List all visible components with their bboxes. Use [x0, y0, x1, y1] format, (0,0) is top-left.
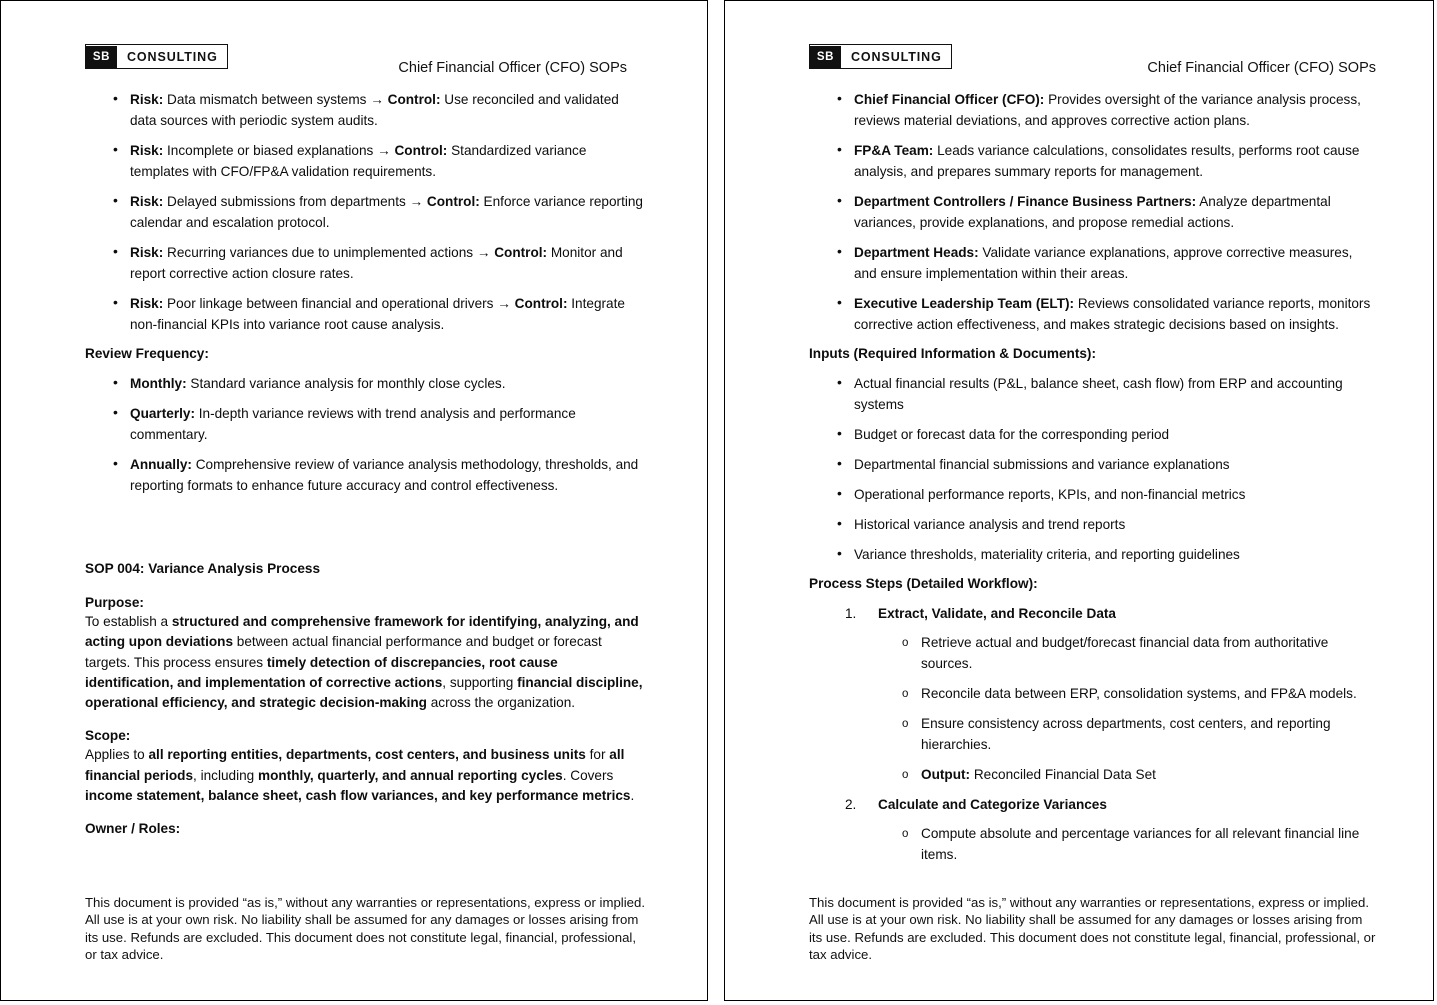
list-item: • Departmental financial submissions and variance explanations [809, 454, 1376, 475]
risk-text: Recurring variances due to unimplemented actions → [163, 245, 495, 260]
risk-label: Risk: [130, 143, 164, 158]
risk-label: Risk: [130, 92, 164, 107]
control-label: Control: [394, 143, 448, 158]
review-frequency-list [85, 373, 647, 496]
control-text: Monitor and report corrective action closure rates. [130, 245, 623, 281]
control-label: Control: [387, 92, 441, 107]
page-1 [0, 0, 708, 1001]
purpose-part: structured and comprehensive framework for identifying, analyzing, and acting upon deviations [85, 614, 639, 650]
role-text: Leads variance calculations, consolidates results, performs root cause analysis, and prepares summary reports for management. [854, 143, 1360, 179]
list-item [85, 89, 647, 131]
scope-part: income statement, balance sheet, cash flow variances, and key performance metrics [85, 788, 631, 804]
list-item [85, 140, 647, 182]
page-2-body [809, 89, 1376, 874]
inputs-list [809, 373, 1376, 565]
logo-wordmark: CONSULTING [127, 49, 218, 64]
scope-paragraph [85, 745, 647, 806]
risk-text: Delayed submissions from departments → [163, 194, 427, 209]
substep-text: Reconcile data between ERP, consolidation systems, and FP&A models. [921, 686, 1357, 701]
scope-part: . Covers [562, 767, 614, 783]
purpose-paragraph [85, 612, 647, 713]
frequency-label: Annually: [130, 457, 192, 472]
purpose-part: financial discipline, operational efficiency, and strategic decision-making [85, 674, 643, 711]
step-title: Extract, Validate, and Reconcile Data [878, 606, 1116, 621]
review-frequency-heading: Review Frequency: [85, 346, 209, 361]
role-label: Executive Leadership Team (ELT): [854, 296, 1075, 311]
substep-output [809, 764, 1376, 785]
role-text: Provides oversight of the variance analysis process, reviews material deviations, and approves corrective action plans. [854, 92, 1361, 128]
list-item: • Operational performance reports, KPIs, and non-financial metrics [809, 484, 1376, 505]
list-item [809, 293, 1376, 335]
control-text: Standardized variance templates with CFO/FP&A validation requirements. [130, 143, 587, 179]
role-label: Chief Financial Officer (CFO): [854, 92, 1045, 107]
role-label: Department Heads: [854, 245, 979, 260]
page-title: Chief Financial Officer (CFO) SOPs [1147, 60, 1376, 76]
risk-text: Data mismatch between systems → [163, 92, 388, 107]
scope-part: all financial periods [85, 747, 625, 783]
role-text: Validate variance explanations, approve corrective measures, and ensure implementation within their areas. [854, 245, 1353, 281]
frequency-label: Monthly: [130, 376, 187, 391]
disclaimer-text: This document is provided “as is,” without any warranties or representations, express or implied. All use is at your own risk. No liability shall be assumed for any damages or losses arising from its use. Refunds are excluded. This document does not constitute legal, financial, professional, or tax advice. [809, 894, 1376, 963]
substep-text: Retrieve actual and budget/forecast financial data from authoritative sources. [921, 635, 1329, 671]
substep [809, 683, 1376, 704]
process-steps-list [809, 603, 1376, 865]
substep [809, 823, 1376, 865]
risk-label: Risk: [130, 296, 164, 311]
sb-consulting-logo [809, 44, 952, 69]
output-label: Output: [921, 767, 971, 782]
list-item: • Budget or forecast data for the corresponding period [809, 424, 1376, 445]
purpose-part: , supporting [442, 674, 518, 690]
list-item [85, 293, 647, 335]
substep-list [809, 823, 1376, 865]
frequency-text: Standard variance analysis for monthly close cycles. [186, 376, 506, 391]
sb-consulting-logo [85, 44, 228, 69]
list-item [809, 242, 1376, 284]
role-text: Analyze departmental variances, provide explanations, and propose remedial actions. [854, 194, 1331, 230]
role-label: FP&A Team: [854, 143, 934, 158]
logo-wordmark: CONSULTING [851, 49, 942, 64]
list-item [809, 89, 1376, 131]
step-number: 1. [845, 606, 857, 621]
substep [809, 632, 1376, 674]
frequency-text: Comprehensive review of variance analysis methodology, thresholds, and reporting formats to enhance future accuracy and control effectiveness. [130, 457, 639, 493]
scope-part: , including [193, 767, 259, 783]
scope-part: . [630, 788, 635, 804]
risk-label: Risk: [130, 194, 164, 209]
scope-part: for [585, 747, 610, 763]
substep-list [809, 632, 1376, 785]
purpose-part: between actual financial performance and budget or forecast targets. This process ensures [85, 634, 602, 670]
risk-text: Incomplete or biased explanations → [163, 143, 395, 158]
control-label: Control: [494, 245, 548, 260]
scope-heading: Scope: [85, 728, 131, 744]
control-label: Control: [426, 194, 480, 209]
role-text: Reviews consolidated variance reports, monitors corrective action effectiveness, and makes strategic decisions based on insights. [854, 296, 1371, 332]
substep-text: Compute absolute and percentage variances for all relevant financial line items. [921, 826, 1360, 862]
page-title: Chief Financial Officer (CFO) SOPs [398, 60, 627, 76]
disclaimer-text: This document is provided “as is,” without any warranties or representations, express or implied. All use is at your own risk. No liability shall be assumed for any damages or losses arising from its use. Refunds are excluded. This document does not constitute legal, financial, professional, or tax advice. [85, 894, 645, 963]
process-step [809, 794, 1376, 815]
control-label: Control: [514, 296, 568, 311]
scope-part: monthly, quarterly, and annual reporting cycles [258, 767, 563, 783]
role-label: Department Controllers / Finance Business Partners: [854, 194, 1197, 209]
page-header [1, 1, 707, 76]
control-text: Integrate non-financial KPIs into variance root cause analysis. [130, 296, 625, 332]
scope-part: Applies to [85, 747, 149, 763]
substep-text: Ensure consistency across departments, cost centers, and reporting hierarchies. [921, 716, 1331, 752]
frequency-label: Quarterly: [130, 406, 195, 421]
purpose-part: across the organization. [426, 695, 576, 711]
list-item [85, 191, 647, 233]
sop-title: SOP 004: Variance Analysis Process [85, 561, 321, 576]
list-item [85, 403, 647, 445]
inputs-heading: Inputs (Required Information & Documents): [809, 346, 1096, 361]
purpose-heading: Purpose: [85, 595, 144, 610]
list-item [85, 454, 647, 496]
process-step [809, 603, 1376, 624]
frequency-text: In-depth variance reviews with trend analysis and performance commentary. [130, 406, 576, 442]
purpose-part: timely detection of discrepancies, root cause identification, and implementation of corrective actions [85, 654, 558, 690]
control-text: Use reconciled and validated data sources with periodic system audits. [130, 92, 619, 128]
risk-label: Risk: [130, 245, 164, 260]
scope-part: all reporting entities, departments, cost centers, and business units [148, 747, 586, 763]
logo-mark: SB [810, 46, 841, 68]
page-2 [724, 0, 1434, 1001]
page-1-body [85, 89, 647, 840]
list-item: • Actual financial results (P&L, balance sheet, cash flow) from ERP and accounting systems [809, 373, 1376, 415]
step-title: Calculate and Categorize Variances [878, 797, 1107, 812]
substep [809, 713, 1376, 755]
risk-text: Poor linkage between financial and operational drivers → [163, 296, 515, 311]
process-steps-heading: Process Steps (Detailed Workflow): [809, 576, 1038, 591]
list-item: • Historical variance analysis and trend reports [809, 514, 1376, 535]
risk-control-list [85, 89, 647, 335]
logo-mark: SB [86, 46, 117, 68]
output-text: Reconciled Financial Data Set [970, 767, 1156, 782]
owner-roles-heading: Owner / Roles: [85, 821, 181, 837]
list-item [85, 373, 647, 394]
purpose-part: To establish a [85, 614, 172, 629]
list-item [809, 191, 1376, 233]
control-text: Enforce variance reporting calendar and escalation protocol. [130, 194, 643, 230]
roles-list [809, 89, 1376, 335]
list-item [85, 242, 647, 284]
list-item: • Variance thresholds, materiality criteria, and reporting guidelines [809, 544, 1376, 565]
page-header [725, 1, 1433, 76]
step-number: 2. [845, 797, 857, 812]
list-item [809, 140, 1376, 182]
